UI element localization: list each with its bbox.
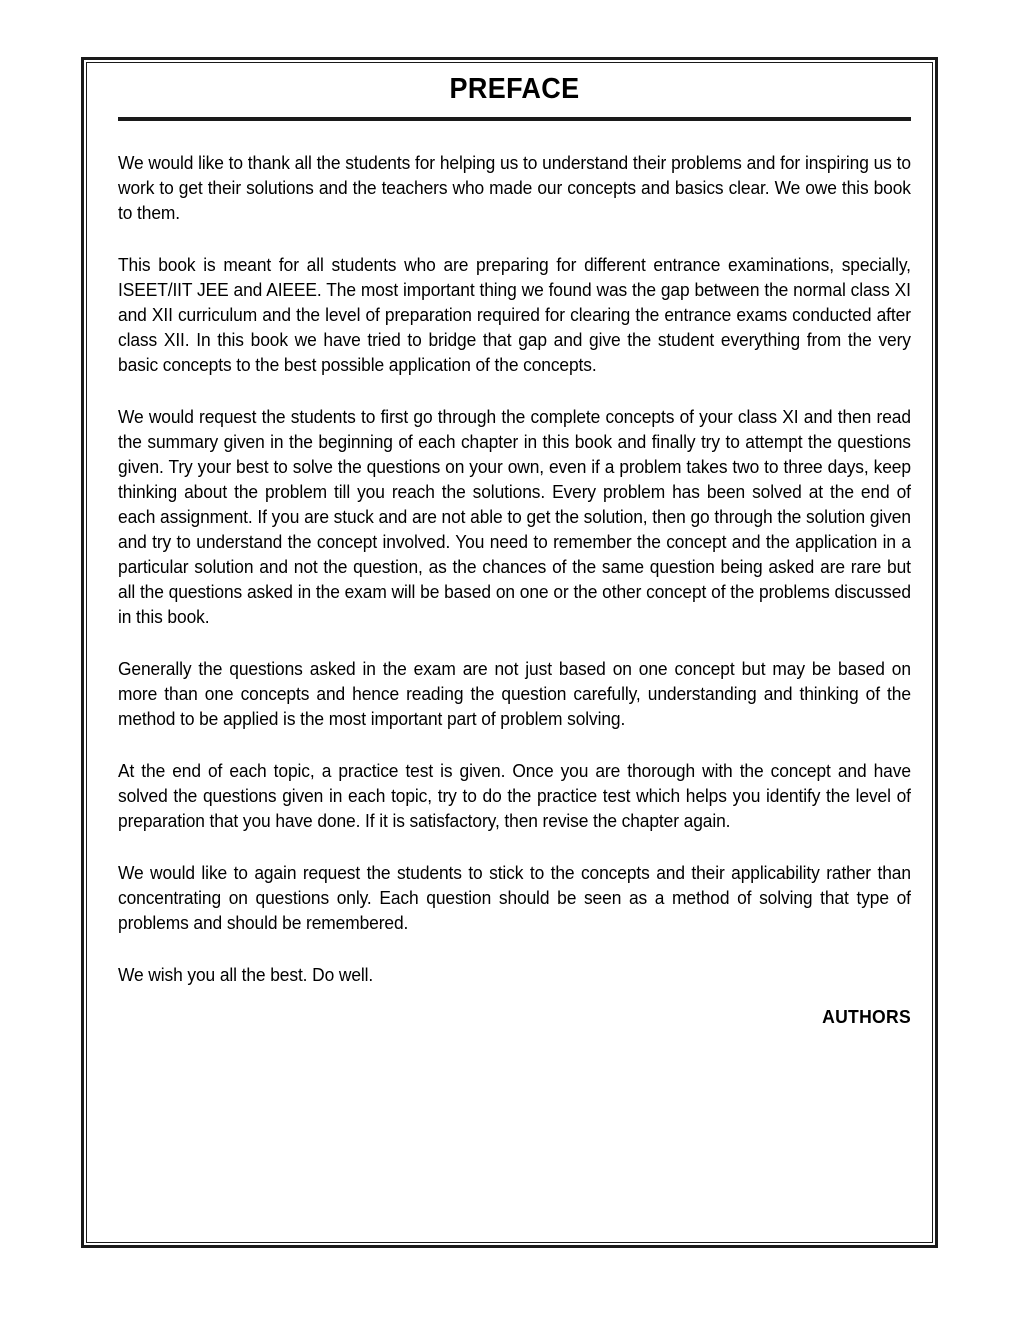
paragraph: At the end of each topic, a practice test is given. Once you are thorough with the concept and have solved the questions given in each topic, try to do the practice test which helps you identify the level of preparation that you have done. If it is satisfactory, then revise the chapter again. <box>118 761 911 832</box>
title-divider <box>118 117 911 121</box>
paragraph: This book is meant for all students who are preparing for different entrance examinations, specially, ISEET/IIT JEE and AIEEE. The most important thing we found was the gap between the normal class XI and XII curriculum and the level of preparation required for clearing the entrance exams conducted after class XII. In this book we have tried to bridge that gap and give the student everything from the very basic concepts to the best possible application of the concepts. <box>118 255 911 376</box>
paragraph: We would like to again request the students to stick to the concepts and their applicability rather than concentrating on questions only. Each question should be seen as a method of solving that type of problems and should be remembered. <box>118 863 911 934</box>
paragraph: We would like to thank all the students for helping us to understand their problems and for inspiring us to work to get their solutions and the teachers who made our concepts and basics clear. We owe this book to them. <box>118 153 911 224</box>
paragraph: We wish you all the best. Do well. <box>118 965 374 986</box>
paragraph: Generally the questions asked in the exam are not just based on one concept but may be based on more than one concepts and hence reading the question carefully, understanding and thinking of the method to be applied is the most important part of problem solving. <box>118 659 911 730</box>
page-content <box>87 63 932 1242</box>
preface-body <box>118 151 911 1029</box>
page-border-outer <box>81 57 938 1248</box>
authors-signature: AUTHORS <box>822 1006 911 1028</box>
paragraph: We would request the students to first go through the complete concepts of your class XI and then read the summary given in the beginning of each chapter in this book and finally try to attempt the questions given. Try your best to solve the questions on your own, even if a problem takes two to three days, keep thinking about the problem till you reach the solutions. Every problem has been solved at the end of each assignment. If you are stuck and are not able to get the solution, then go through the solution given and try to understand the concept involved. You need to remember the concept and the application in a particular solution and not the question, as the chances of the same question being asked are rare but all the questions asked in the exam will be based on one or the other concept of the problems discussed in this book. <box>118 407 911 628</box>
page-border-inner <box>86 62 933 1243</box>
page-title: PREFACE <box>449 73 580 105</box>
